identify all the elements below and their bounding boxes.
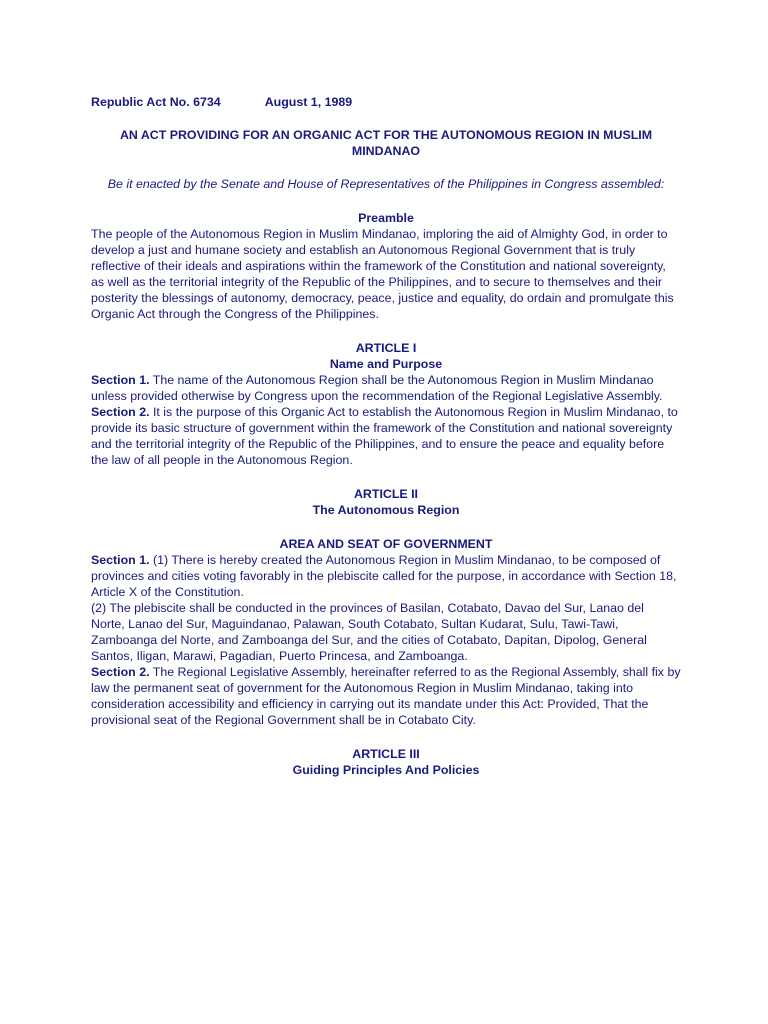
section-text: It is the purpose of this Organic Act to establish the Autonomous Region in Muslim Mindanao, to provide its basic structure of government within the framework of the Constitution and national sovereignty and the territorial integrity of the Republic of the Philippines, and to ensure the peace and equality before the law of all people in the Autonomous Region. [91, 405, 678, 467]
act-number: Republic Act No. 6734 [91, 95, 221, 109]
article-1-title: Name and Purpose [329, 357, 443, 371]
article-3-number: ARTICLE III [352, 747, 420, 761]
article-1-number: ARTICLE I [355, 341, 417, 355]
article-2-title: The Autonomous Region [312, 503, 460, 517]
article-2-section-2 [91, 664, 681, 728]
section-text: (1) There is hereby created the Autonomous Region in Muslim Mindanao, to be composed of provinces and cities voting favorably in the plebiscite called for the purpose, in accordance with Section 18, Article X of the Constitution. [91, 553, 677, 599]
article-1-section-1 [91, 372, 681, 404]
section-text: The Regional Legislative Assembly, hereinafter referred to as the Regional Assembly, shall fix by law the permanent seat of government for the Autonomous Region in Muslim Mindanao, taking into consideration accessibility and efficiency in carrying out its mandate under this Act: Provided, That the provisional seat of the Regional Government shall be in Cotabato City. [91, 665, 681, 727]
act-header [91, 94, 681, 110]
act-date: August 1, 1989 [264, 95, 353, 109]
preamble-heading: Preamble [358, 211, 414, 225]
section-text: The name of the Autonomous Region shall be the Autonomous Region in Muslim Mindanao unless provided otherwise by Congress upon the recommendation of the Regional Legislative Assembly. [91, 373, 663, 403]
section-label: Section 2. [91, 665, 150, 679]
article-1-section-2 [91, 404, 681, 468]
article-2-section-1 [91, 552, 681, 600]
section-label: Section 1. [91, 553, 150, 567]
act-title: AN ACT PROVIDING FOR AN ORGANIC ACT FOR THE AUTONOMOUS REGION IN MUSLIM MINDANAO [119, 128, 653, 158]
preamble-text: The people of the Autonomous Region in Muslim Mindanao, imploring the aid of Almighty God, in order to develop a just and humane society and establish an Autonomous Regional Government that is truly reflective of their ideals and aspirations within the framework of the Constitution and national sovereignty, as well as the territorial integrity of the Republic of the Philippines, and to secure to themselves and their posterity the blessings of autonomy, democracy, peace, justice and equality, do ordain and promulgate this Organic Act through the Congress of the Philippines. [91, 227, 674, 321]
article-2-number: ARTICLE II [353, 487, 419, 501]
document-body [91, 94, 681, 778]
section-label: Section 2. [91, 405, 150, 419]
article-2-section-1-paragraph-2: (2) The plebiscite shall be conducted in the provinces of Basilan, Cotabato, Davao del Sur, Lanao del Norte, Lanao del Sur, Maguindanao, Palawan, South Cotabato, Sultan Kudarat, Sulu, Tawi-Tawi, Zamboanga del Norte, and Zamboanga del Sur, and the cities of Cotabato, Dapitan, Dipolog, General Santos, Iligan, Marawi, Pagadian, Puerto Princesa, and Zamboanga. [91, 601, 647, 663]
article-2-subheading: AREA AND SEAT OF GOVERNMENT [279, 537, 493, 551]
section-label: Section 1. [91, 373, 150, 387]
article-3-title: Guiding Principles And Policies [292, 763, 480, 777]
enacting-clause: Be it enacted by the Senate and House of Representatives of the Philippines in Congress assembled: [107, 177, 665, 191]
